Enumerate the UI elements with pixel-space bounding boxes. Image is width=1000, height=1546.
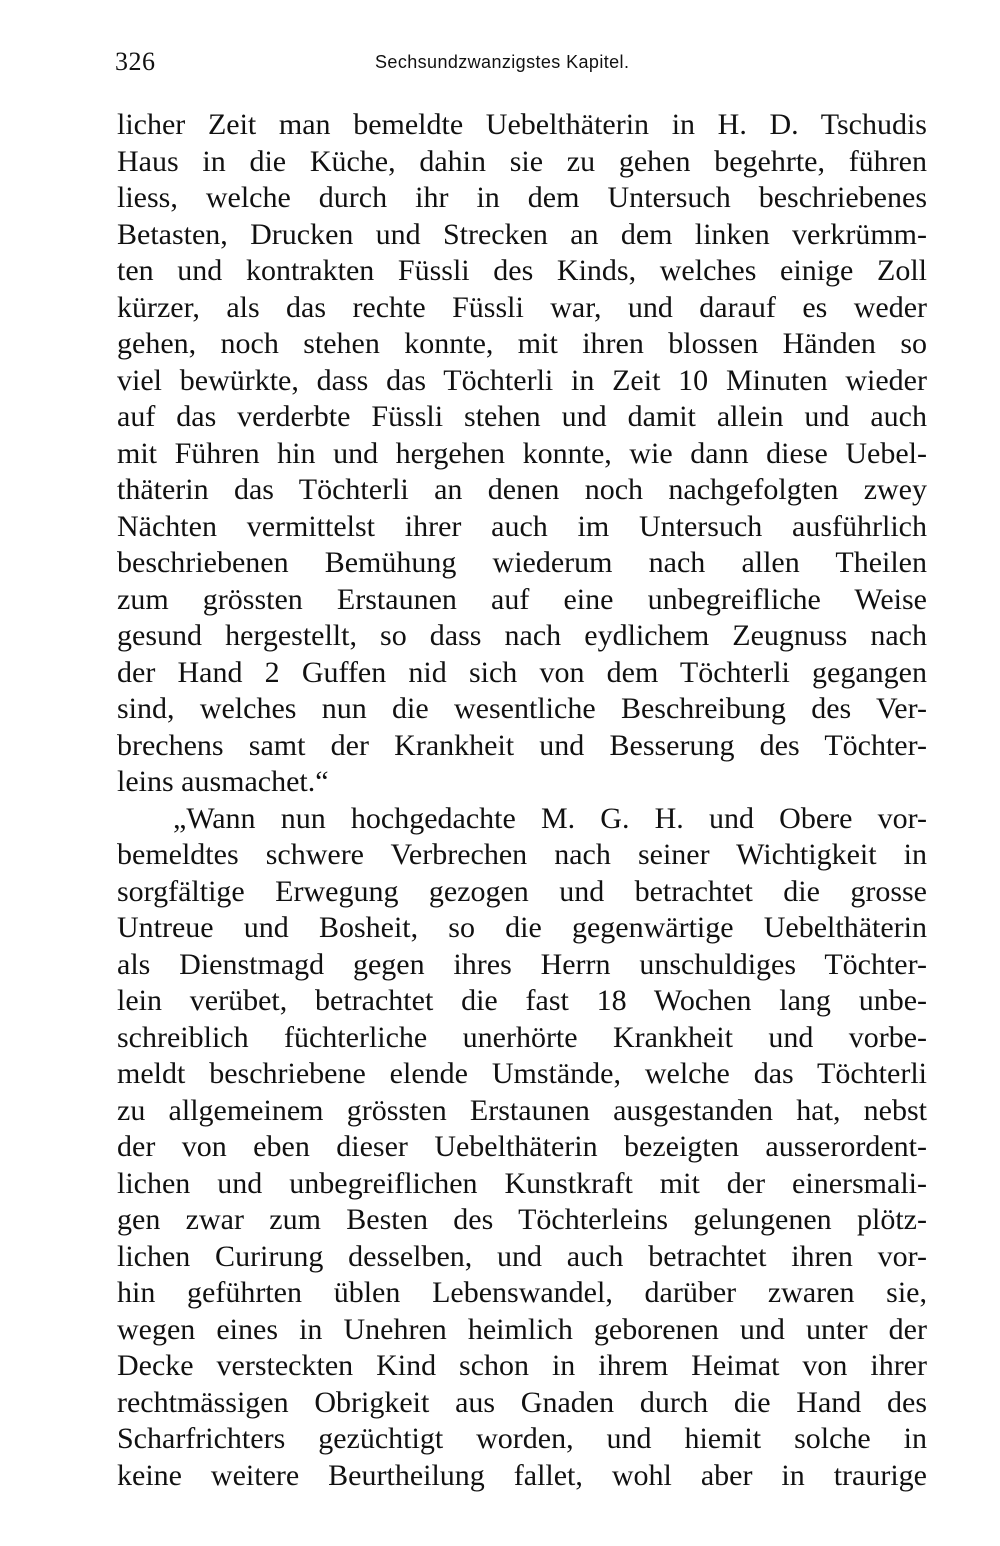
text-line: bemeldtes schwere Verbrechen nach seiner Wichtigkeit in [117,838,927,871]
text-line: Nächten vermittelst ihrer auch im Untersuch ausführlich [117,509,927,543]
text-line: zu allgemeinem grössten Erstaunen ausgestanden hat, nebst [117,1093,927,1127]
text-line: gen zwar zum Besten des Töchterleins gelungenen plötz- [117,1203,927,1236]
text-line: licher Zeit man bemeldte Uebelthäterin in H. D. Tschudis [117,108,927,141]
text-line: lein verübet, betrachtet die fast 18 Wochen lang unbe- [117,984,927,1017]
running-head: Sechsundzwanzigstes Kapitel. [375,52,630,72]
text-line: gesund hergestellt, so dass nach eydlichem Zeugnuss nach [117,619,927,652]
text-line: meldt beschriebene elende Umstände, welche das Töchterli [117,1057,927,1090]
paragraph-start-line: „Wann nun hochgedachte M. G. H. und Obere vor- [173,801,927,835]
text-line: Haus in die Küche, dahin sie zu gehen begehrte, führen [117,144,927,178]
text-line: wegen eines in Unehren heimlich geborenen und unter der [117,1312,927,1346]
text-line: Betasten, Drucken und Strecken an dem linken verkrümm- [117,217,927,251]
text-line: schreiblich füchterliche unerhörte Krankheit und vorbe- [117,1020,927,1054]
text-line: als Dienstmagd gegen ihres Herrn unschuldiges Töchter- [117,947,927,981]
text-line: hin geführten üblen Lebenswandel, darüber zwaren sie, [117,1276,927,1309]
text-line: lichen Curirung desselben, und auch betrachtet ihren vor- [117,1239,927,1273]
text-line: Decke versteckten Kind schon in ihrem Heimat von ihrer [117,1349,927,1382]
text-line: keine weitere Beurtheilung fallet, wohl aber in traurige [117,1458,927,1492]
text-line: gehen, noch stehen konnte, mit ihren blossen Händen so [117,327,927,360]
text-line: Untreue und Bosheit, so die gegenwärtige Uebelthäterin [117,911,927,944]
text-line: zum grössten Erstaunen auf eine unbegreifliche Weise [117,582,927,616]
text-line: thäterin das Töchterli an denen noch nachgefolgten zwey [117,473,927,506]
text-line: auf das verderbte Füssli stehen und damit allein und auch [117,400,927,433]
text-line: rechtmässigen Obrigkeit aus Gnaden durch die Hand des [117,1385,927,1419]
text-line: lichen und unbegreiflichen Kunstkraft mit der einersmali- [117,1166,927,1200]
text-line: ten und kontrakten Füssli des Kinds, welches einige Zoll [117,254,927,287]
page-header [115,44,925,80]
body-text [117,107,927,1494]
text-line: mit Führen hin und hergehen konnte, wie dann diese Uebel- [117,436,927,470]
text-line: beschriebenen Bemühung wiederum nach allen Theilen [117,546,927,579]
text-line: kürzer, als das rechte Füssli war, und darauf es weder [117,290,927,324]
paragraph-end-line: leins ausmachet.“ [117,765,329,798]
text-line: viel bewürkte, dass das Töchterli in Zeit 10 Minuten wieder [117,363,927,397]
text-line: liess, welche durch ihr in dem Untersuch beschriebenes [117,181,927,214]
text-line: Scharfrichters gezüchtigt worden, und hiemit solche in [117,1422,927,1455]
text-line: sorgfältige Erwegung gezogen und betrachtet die grosse [117,874,927,908]
text-line: brechens samt der Krankheit und Besserung des Töchter- [117,728,927,762]
page-number: 326 [115,47,156,76]
text-line: der Hand 2 Guffen nid sich von dem Töchterli gegangen [117,655,927,689]
text-line: sind, welches nun die wesentliche Beschreibung des Ver- [117,692,927,725]
text-line: der von eben dieser Uebelthäterin bezeigten ausserordent- [117,1130,927,1163]
